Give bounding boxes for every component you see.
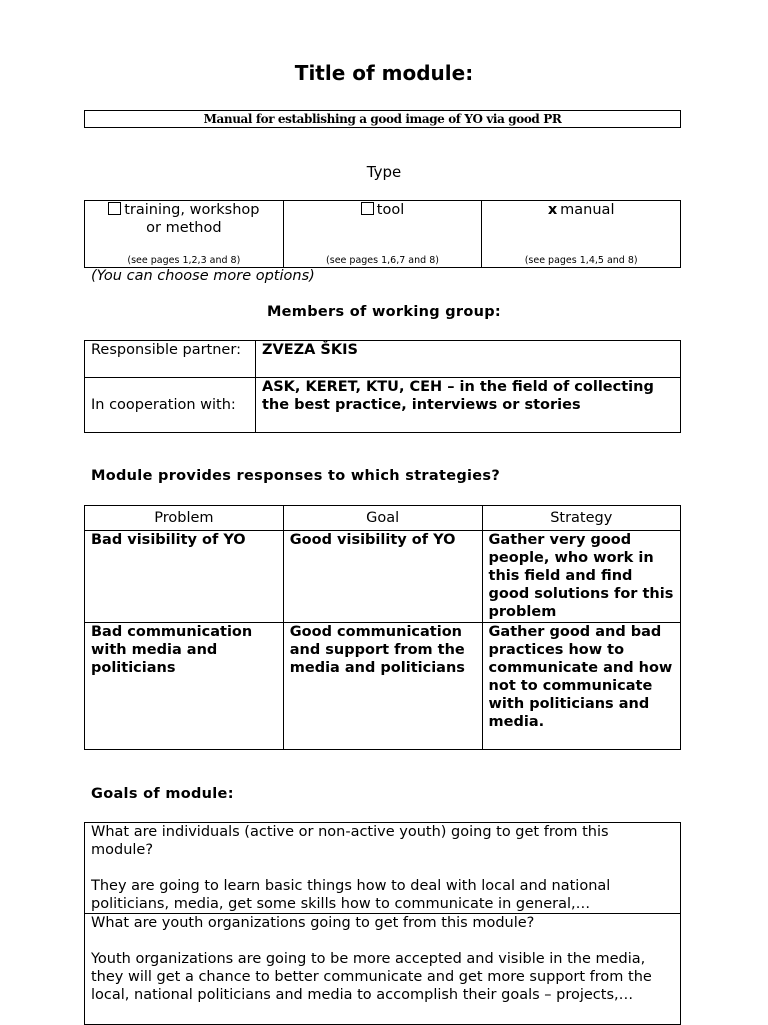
type-option-tool[interactable] — [283, 201, 482, 268]
see-pages-note: (see pages 1,2,3 and 8) — [127, 255, 241, 266]
column-header-problem: Problem — [85, 506, 284, 531]
type-heading: Type — [366, 163, 402, 181]
responsible-partner-label: Responsible partner: — [85, 341, 256, 378]
type-option-label: training, workshop — [124, 202, 260, 218]
goals-box — [84, 822, 681, 1025]
strategies-heading: Module provides responses to which strategies? — [91, 468, 501, 484]
goals-heading: Goals of module: — [91, 786, 234, 802]
members-table — [84, 340, 681, 433]
type-option-manual[interactable] — [482, 201, 681, 268]
organizations-goals-cell — [85, 914, 680, 1024]
choose-more-note: (You can choose more options) — [91, 268, 315, 284]
table-row — [85, 531, 681, 623]
checkbox-unchecked-icon[interactable] — [361, 202, 374, 215]
column-header-strategy: Strategy — [482, 506, 680, 531]
strategy-cell: Gather good and bad practices how to communicate and how not to communicate with politicians and media. — [482, 623, 680, 750]
individuals-question: What are individuals (active or non-active youth) going to get from this module? — [91, 824, 609, 858]
individuals-goals-cell — [85, 823, 680, 914]
page-title: Title of module: — [294, 61, 474, 85]
strategy-cell: Gather very good people, who work in this field and find good solutions for this problem — [482, 531, 680, 623]
cooperation-value: ASK, KERET, KTU, CEH – in the field of collecting the best practice, interviews or stories — [256, 378, 681, 433]
organizations-question: What are youth organizations going to get from this module? — [91, 915, 535, 931]
type-option-training[interactable] — [85, 201, 284, 268]
type-option-label: tool — [376, 202, 405, 218]
cooperation-label: In cooperation with: — [85, 378, 256, 433]
table-row — [85, 623, 681, 750]
strategies-table — [84, 505, 681, 750]
x-mark-icon[interactable]: x — [547, 202, 558, 218]
goal-cell: Good visibility of YO — [283, 531, 482, 623]
type-table — [84, 200, 681, 268]
individuals-answer: They are going to learn basic things how to deal with local and national politicians, media, get some skills how to communicate in general,… — [91, 878, 611, 912]
module-name-box: Manual for establishing a good image of YO via good PR — [84, 110, 681, 128]
problem-cell: Bad visibility of YO — [85, 531, 284, 623]
organizations-answer: Youth organizations are going to be more accepted and visible in the media, they will get a chance to better communicate and get more support from the local, national politicians and media to accomplish their goals – projects,… — [91, 951, 652, 1003]
type-option-label: manual — [560, 202, 615, 218]
see-pages-note: (see pages 1,6,7 and 8) — [326, 255, 439, 266]
responsible-partner-value: ZVEZA ŠKIS — [256, 341, 681, 378]
column-header-goal: Goal — [283, 506, 482, 531]
checkbox-unchecked-icon[interactable] — [108, 202, 121, 215]
see-pages-note: (see pages 1,4,5 and 8) — [524, 255, 638, 266]
problem-cell: Bad communication with media and politicians — [85, 623, 284, 750]
members-heading: Members of working group: — [266, 304, 502, 320]
goal-cell: Good communication and support from the media and politicians — [283, 623, 482, 750]
type-option-label-cont: or method — [146, 220, 222, 236]
